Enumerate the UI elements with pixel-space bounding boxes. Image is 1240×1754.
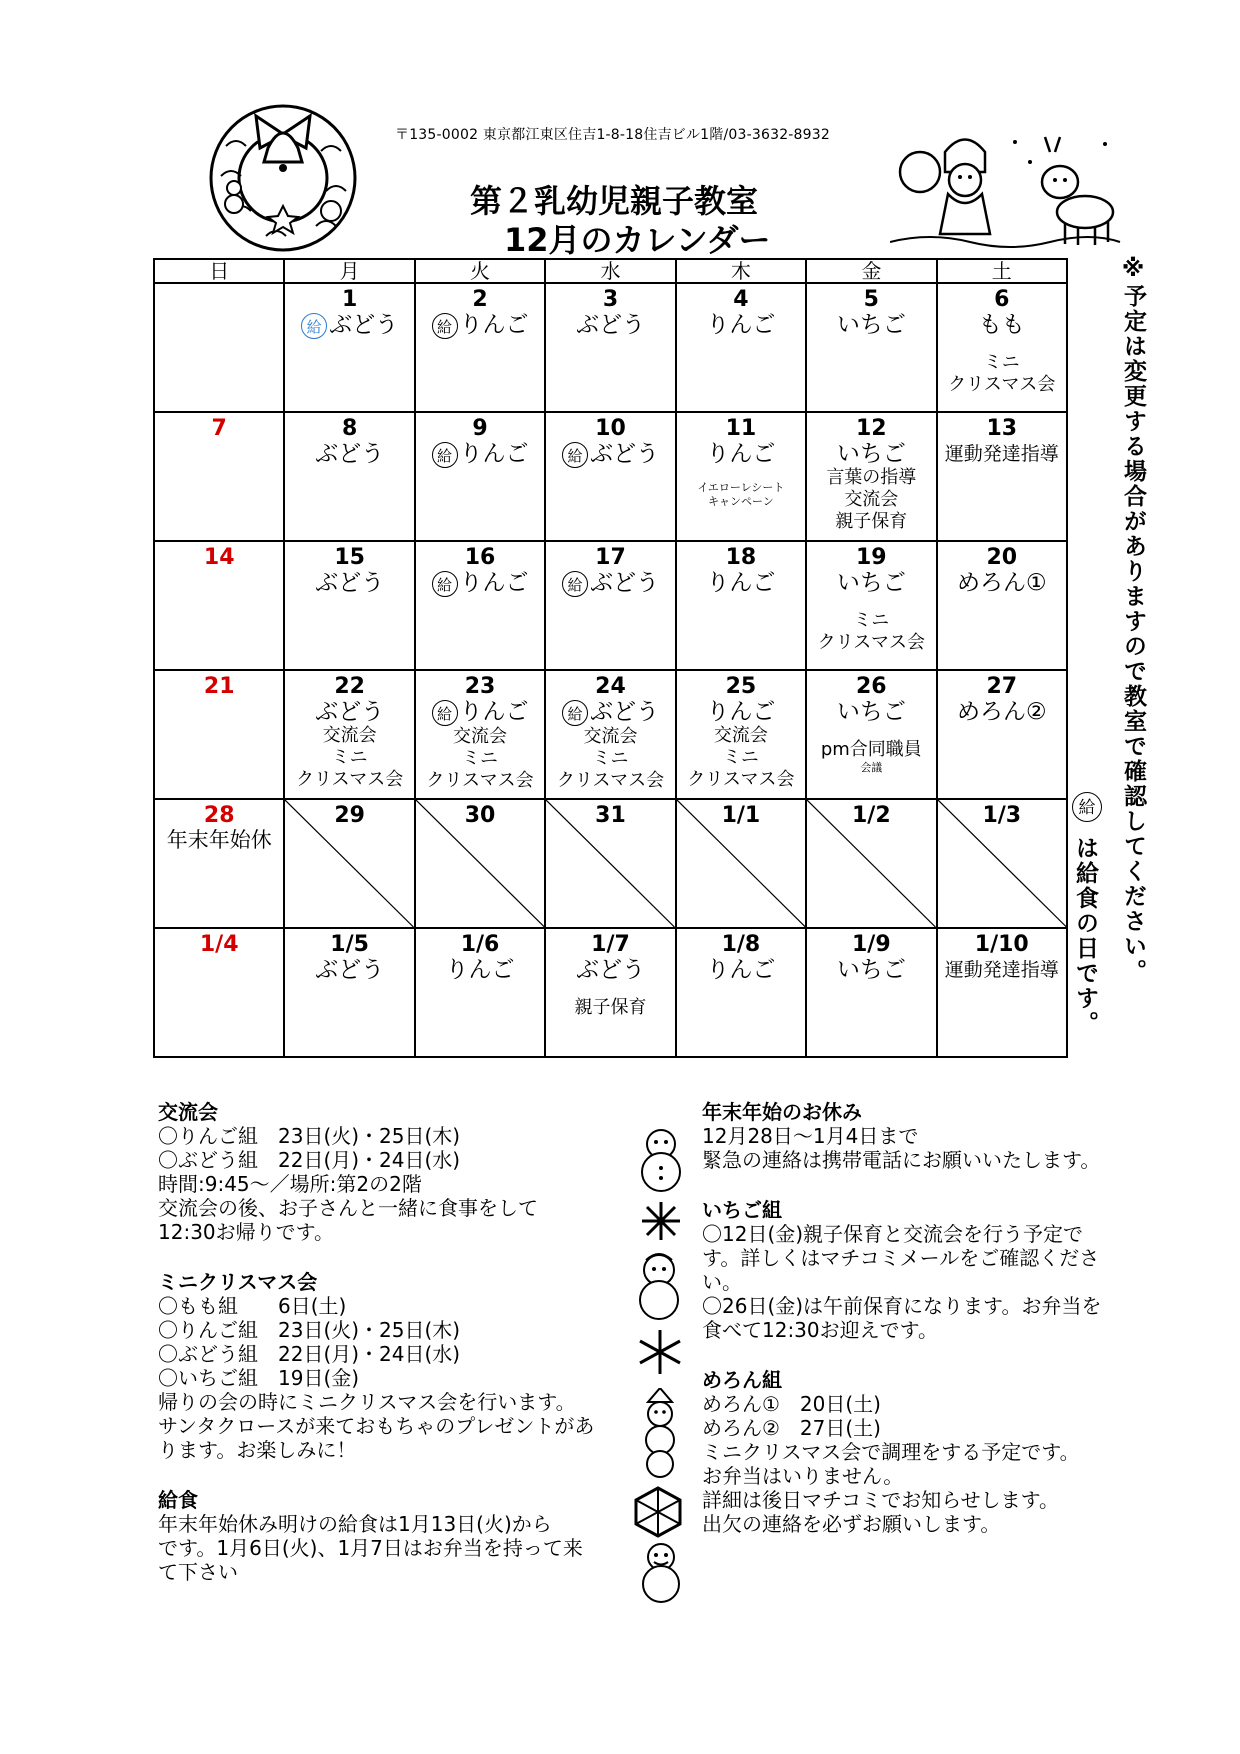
section-line: 〇12日(金)親子保育と交流会を行う予定で [702,1222,1084,1246]
class-label: りんご [459,312,529,338]
calendar-day-cell [415,670,545,799]
day-number: 1/10 [974,932,1029,957]
closed-day-slash [807,800,935,927]
snowman-icon [632,1250,686,1320]
day-number: 25 [725,674,757,699]
event-label-small: 会議 [860,761,883,774]
class-label: いちご [836,957,906,983]
class-name [677,441,805,467]
class-label: りんご [459,699,529,725]
section-line: 〇ぶどう組 22日(月)・24日(水) [158,1148,461,1172]
calendar-day-cell [937,412,1067,541]
class-label: りんご [706,699,776,725]
holiday-label: 年末年始休 [166,828,272,852]
class-name [285,441,413,467]
event-label: ミニ [331,747,368,768]
calendar-week-row [154,412,1067,541]
section-line: 緊急の連絡は携帯電話にお願いいたします。 [702,1148,1101,1172]
calendar-day-cell [806,799,936,928]
calendar-day-cell [676,283,806,412]
calendar-day-cell [937,799,1067,928]
class-label: りんご [459,570,529,596]
day-number: 8 [341,416,358,441]
class-label: りんご [706,570,776,596]
day-number: 1/4 [199,932,239,957]
calendar-day-cell [154,541,284,670]
class-name [416,312,544,339]
day-number: 1/5 [330,932,369,957]
day-number: 1/2 [851,803,891,828]
day-number: 1/9 [851,932,891,957]
class-name [416,957,544,983]
section-line: て下さい [158,1560,238,1584]
calendar-day-cell [154,283,284,412]
class-name [546,441,674,468]
calendar-day-cell [676,928,806,1057]
kyu-mark: 給 [301,313,327,339]
day-number: 5 [863,287,879,312]
calendar-table [153,258,1068,1058]
section-line: めろん① 20日(土) [702,1392,881,1416]
weekday-header: 木 [676,259,806,283]
calendar-week-row [154,541,1067,670]
calendar-day-cell [284,541,414,670]
snowman-icon [634,1540,688,1604]
section-line: です。1月6日(火)、1月7日はお弁当を持って来 [158,1536,583,1560]
section-line: お弁当はいりません。 [702,1464,904,1488]
class-name [807,699,935,725]
closed-day-slash [938,800,1066,927]
class-label: りんご [445,957,515,983]
event-label: クリスマス会 [687,769,795,790]
calendar-day-cell [545,670,675,799]
calendar-day-cell [415,928,545,1057]
snowflake-icon [640,1200,682,1242]
snowflake-icon [636,1328,684,1376]
day-number: 28 [203,803,235,828]
day-number: 22 [334,674,365,699]
section-line: い。 [702,1270,742,1294]
class-name [546,570,674,597]
event-label: 交流会 [583,725,638,747]
calendar [153,258,1068,1064]
section-line: 〇26日(金)は午前保育になります。お弁当を [702,1294,1102,1318]
day-number: 7 [211,416,227,441]
right-column [702,1100,1172,1562]
calendar-day-cell [806,670,936,799]
calendar-day-cell [284,799,414,928]
calendar-day-cell [676,412,806,541]
section-line: 食べて12:30お迎えです。 [702,1318,939,1342]
event-label: 親子保育 [835,511,908,532]
day-number: 20 [986,545,1018,570]
event-label: クリスマス会 [556,769,665,791]
kyu-mark: 給 [432,571,458,597]
class-label: めろん① [956,570,1047,596]
class-name [546,699,674,726]
section-line: 〇りんご組 23日(火)・25日(木) [158,1318,461,1342]
class-name [285,957,413,983]
class-name [807,957,935,983]
event-label: ミニ [853,610,890,631]
day-number: 19 [856,545,887,570]
class-name [285,570,413,596]
kyu-mark: 給 [432,442,458,468]
section-line: めろん② 27日(土) [702,1416,881,1440]
weekday-header: 土 [937,259,1067,283]
event-label: 交流会 [844,489,899,510]
day-number: 17 [595,545,626,570]
class-label: いちご [836,570,906,596]
change-notice: ※予定は変更する場合がありますので教室で確認してください。 [1120,256,1146,984]
calendar-day-cell [154,928,284,1057]
calendar-day-cell [415,412,545,541]
calendar-day-cell [545,412,675,541]
weekday-header: 火 [415,259,545,283]
closed-day-slash [285,800,413,927]
day-number: 4 [733,287,749,312]
calendar-day-cell [545,799,675,928]
section-heading: 年末年始のお休み [702,1100,862,1124]
calendar-week-row [154,670,1067,799]
class-label: りんご [706,312,776,338]
event-label: 交流会 [453,725,508,747]
closed-day-slash [546,800,674,927]
class-name [546,312,674,338]
info-section [158,1270,628,1462]
event-label: ミニ [983,352,1020,373]
class-label: いちご [836,312,906,338]
class-label: りんご [459,441,529,467]
day-number: 13 [986,416,1018,441]
day-number: 9 [472,416,488,441]
event-label: クリスマス会 [295,769,404,790]
weekday-header-row [154,259,1067,283]
calendar-day-cell [154,670,284,799]
event-label-small: イエローレシート [697,481,785,494]
weekday-header: 日 [154,259,284,283]
class-label: ぶどう [315,957,385,983]
kyu-legend [1072,792,1104,822]
calendar-day-cell [154,799,284,928]
class-label: ぶどう [329,312,399,338]
calendar-day-cell [415,283,545,412]
class-label: ぶどう [315,570,385,596]
class-label: 運動発達指導 [944,959,1059,981]
day-number: 26 [856,674,887,699]
day-number: 18 [725,545,757,570]
class-label: ぶどう [589,699,659,725]
class-name [807,570,935,596]
day-number: 10 [595,416,626,441]
calendar-day-cell [806,412,936,541]
calendar-day-cell [154,412,284,541]
snowman-icon [638,1388,682,1478]
section-line: 交流会の後、お子さんと一緒に食事をして [158,1196,538,1220]
snowman-icon [636,1126,686,1192]
class-name [546,957,674,983]
event-label: pm合同職員 [820,739,922,760]
kyu-legend-text: は給食の日です。 [1072,836,1098,1036]
kyu-mark: 給 [432,313,458,339]
info-section [702,1100,1172,1172]
kyu-mark: 給 [1072,792,1102,822]
section-heading: 交流会 [158,1100,218,1124]
day-number: 11 [725,416,757,441]
class-name [285,312,413,339]
kyu-mark: 給 [562,571,588,597]
section-heading: いちご組 [702,1198,782,1222]
info-section [702,1368,1172,1536]
day-number: 3 [602,287,619,312]
class-label: りんご [706,957,776,983]
class-name [807,312,935,338]
day-number: 12 [856,416,887,441]
calendar-day-cell [284,670,414,799]
event-label: クリスマス会 [817,632,925,653]
calendar-day-cell [415,799,545,928]
section-line: 〇りんご組 23日(火)・25日(木) [158,1124,461,1148]
event-label: 言葉の指導 [826,467,917,488]
event-label: ミニ [462,747,499,769]
class-name [416,570,544,597]
kyu-mark: 給 [432,700,458,726]
left-column [158,1100,628,1610]
day-number: 2 [472,287,488,312]
class-name [938,441,1066,467]
class-label: いちご [836,699,906,725]
calendar-day-cell [545,541,675,670]
section-line: 年末年始休み明けの給食は1月13日(火)から [158,1512,552,1536]
weekday-header: 月 [284,259,414,283]
class-name [677,699,805,725]
day-number: 27 [986,674,1018,699]
day-number: 31 [595,803,626,828]
calendar-day-cell [676,799,806,928]
class-name [938,699,1066,725]
class-label: ぶどう [315,441,385,467]
day-number: 14 [203,545,235,570]
calendar-week-row [154,928,1067,1057]
calendar-day-cell [937,283,1067,412]
day-number: 1/6 [460,932,500,957]
day-number: 1/1 [721,803,761,828]
day-number: 1/8 [721,932,761,957]
section-line: 〇ぶどう組 22日(月)・24日(水) [158,1342,461,1366]
class-name [677,957,805,983]
event-label: ミニ [722,747,759,768]
event-label: ミニ [592,747,629,769]
section-line: 12月28日～1月4日まで [702,1124,919,1148]
day-number: 16 [464,545,496,570]
page-subtitle: 12月のカレンダー [504,221,771,259]
info-section [702,1198,1172,1342]
section-line: 〇もも組 6日(土) [158,1294,347,1318]
event-label: 交流会 [713,725,768,746]
class-name [285,699,413,725]
day-number: 29 [334,803,365,828]
class-name [938,570,1066,596]
calendar-day-cell [284,928,414,1057]
calendar-week-row [154,799,1067,928]
calendar-week-row [154,283,1067,412]
snowflake-icon [630,1484,686,1540]
section-line: ミニクリスマス会で調理をする予定です。 [702,1440,1080,1464]
section-line: 12:30お帰りです。 [158,1220,335,1244]
section-line: 出欠の連絡を必ずお願いします。 [702,1512,1001,1536]
class-label: ぶどう [589,441,659,467]
class-label: ぶどう [575,957,645,983]
section-line: 帰りの会の時にミニクリスマス会を行います。 [158,1390,576,1414]
day-number: 23 [464,674,496,699]
section-heading: めろん組 [702,1368,782,1392]
weekday-header: 金 [806,259,936,283]
calendar-day-cell [284,412,414,541]
class-label: りんご [706,441,776,467]
day-number: 1/7 [591,932,630,957]
class-name [938,957,1066,983]
day-number: 30 [464,803,496,828]
weekday-header: 水 [545,259,675,283]
class-label: もも [978,312,1025,338]
class-name [416,441,544,468]
kyu-mark: 給 [562,700,588,726]
calendar-day-cell [937,928,1067,1057]
closed-day-slash [416,800,544,927]
class-label: 運動発達指導 [944,443,1059,465]
page-title: 第２乳幼児親子教室 [470,182,759,220]
class-name [677,312,805,338]
event-label: 親子保育 [574,997,647,1018]
section-line: す。詳しくはマチコミメールをご確認くださ [702,1246,1100,1270]
calendar-day-cell [676,541,806,670]
day-number: 15 [334,545,365,570]
calendar-day-cell [806,283,936,412]
day-number: 6 [994,287,1010,312]
calendar-day-cell [676,670,806,799]
day-number: 1/3 [982,803,1022,828]
class-label: ぶどう [575,312,645,338]
calendar-day-cell [937,670,1067,799]
santa-reindeer-icon [890,132,1122,250]
closed-day-slash [677,800,805,927]
class-name [938,312,1066,338]
day-number: 21 [203,674,235,699]
class-name [807,441,935,467]
event-label: クリスマス会 [948,374,1056,395]
christmas-wreath-icon [196,86,370,254]
class-label: いちご [836,441,906,467]
calendar-day-cell [545,283,675,412]
section-heading: ミニクリスマス会 [158,1270,318,1294]
day-number: 24 [595,674,626,699]
event-label: 交流会 [322,725,377,746]
calendar-day-cell [415,541,545,670]
calendar-day-cell [806,541,936,670]
calendar-day-cell [937,541,1067,670]
calendar-day-cell [284,283,414,412]
info-section [158,1488,628,1584]
class-name [677,570,805,596]
class-name [416,699,544,726]
section-line: ります。お楽しみに！ [158,1438,357,1462]
class-label: ぶどう [589,570,659,596]
calendar-day-cell [806,928,936,1057]
section-line: 詳細は後日マチコミでお知らせします。 [702,1488,1059,1512]
event-label-small: キャンペーン [708,495,774,508]
class-label: ぶどう [315,699,385,725]
section-line: 時間:9:45～／場所:第2の2階 [158,1172,422,1196]
day-number: 1 [341,287,358,312]
kyu-mark: 給 [562,442,588,468]
event-label: クリスマス会 [426,769,534,791]
class-label: めろん② [956,699,1047,725]
calendar-day-cell [545,928,675,1057]
section-line: サンタクロースが来ておもちゃのプレゼントがあ [158,1414,595,1438]
section-heading: 給食 [158,1488,198,1512]
address-text: 〒135-0002 東京都江東区住吉1-8-18住吉ビル1階/03-3632-8932 [395,127,830,143]
info-section [158,1100,628,1244]
section-line: 〇いちご組 19日(金) [158,1366,360,1390]
